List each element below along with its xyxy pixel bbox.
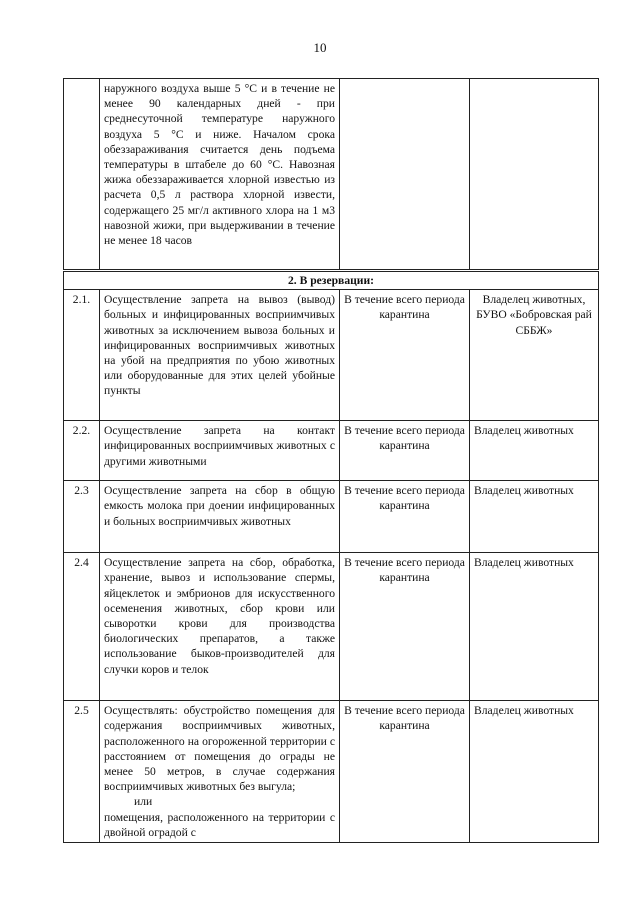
table-row-continuation <box>64 79 599 271</box>
section-title: 2. В резервации: <box>64 271 599 290</box>
cell-responsible: Владелец животных <box>470 553 599 701</box>
page-number: 10 <box>313 40 327 55</box>
cell-responsible <box>470 79 599 271</box>
cell-num: 2.2. <box>64 421 100 481</box>
cell-term: В течение всего периода карантина <box>340 290 470 421</box>
cell-term: В течение всего периода карантина <box>340 481 470 553</box>
cell-action: Осуществление запрета на сбор в общую емкость молока при доении инфицированных и больных восприимчивых животных <box>100 481 340 553</box>
cell-responsible: Владелец животных <box>470 481 599 553</box>
cell-action: Осуществление запрета на вывоз (вывод) больных и инфицированных восприимчивых животных за исключением вывоза больных и инфицированных восприимчивых животных на убой на предприятия по убою животных или оборудованные для этих целей убойные пункты <box>100 290 340 421</box>
table-row <box>64 701 599 843</box>
cell-num: 2.4 <box>64 553 100 701</box>
cell-term: В течение всего периода карантина <box>340 701 470 843</box>
cell-term <box>340 79 470 271</box>
table-row <box>64 290 599 421</box>
cell-num: 2.5 <box>64 701 100 843</box>
cell-term: В течение всего периода карантина <box>340 553 470 701</box>
cell-responsible: Владелец животных, БУВО «Бобровская рай СББЖ» <box>470 290 599 421</box>
cell-responsible: Владелец животных <box>470 701 599 843</box>
cell-responsible: Владелец животных <box>470 421 599 481</box>
action-text: Осуществлять: обустройство помещения для содержания восприимчивых животных, расположенного на огороженной территории с расстоянием от помещения до ограды не менее 50 метров, в случае содержания восприимчивых животных без выгула; <box>104 704 335 794</box>
table-row <box>64 481 599 553</box>
cell-action: Осуществление запрета на сбор, обработка, хранение, вывоз и использование спермы, яйцеклеток и эмбрионов для искусственного осеменения животных, сбор крови или сыворотки крови для производства биологических препаратов, а также использование быков-производителей для случки коров и телок <box>100 553 340 701</box>
cell-action <box>100 701 340 843</box>
section-row <box>64 271 599 290</box>
action-tail: помещения, расположенного на территории с двойной оградой с <box>104 810 335 839</box>
action-or: или <box>134 795 153 809</box>
cell-num: 2.3 <box>64 481 100 553</box>
table-row <box>64 421 599 481</box>
cell-num <box>64 79 100 271</box>
cell-term: В течение всего периода карантина <box>340 421 470 481</box>
cell-num: 2.1. <box>64 290 100 421</box>
cell-action: Осуществление запрета на контакт инфицированных восприимчивых животных с другими животными <box>100 421 340 481</box>
quarantine-measures-table <box>63 78 599 843</box>
cell-action: наружного воздуха выше 5 °С и в течение не менее 90 календарных дней - при среднесуточной температуре наружного воздуха 5 °С и ниже. Началом срока обеззараживания считается день подъема температуры в штабеле до 60 °С. Навозная жижа обеззараживается хлорной известью из расчета 0,5 л раствора хлорной извести, содержащего 25 мг/л активного хлора на 1 м3 навозной жижи, при выдерживании в течение не менее 18 часов <box>100 79 340 271</box>
table-row <box>64 553 599 701</box>
